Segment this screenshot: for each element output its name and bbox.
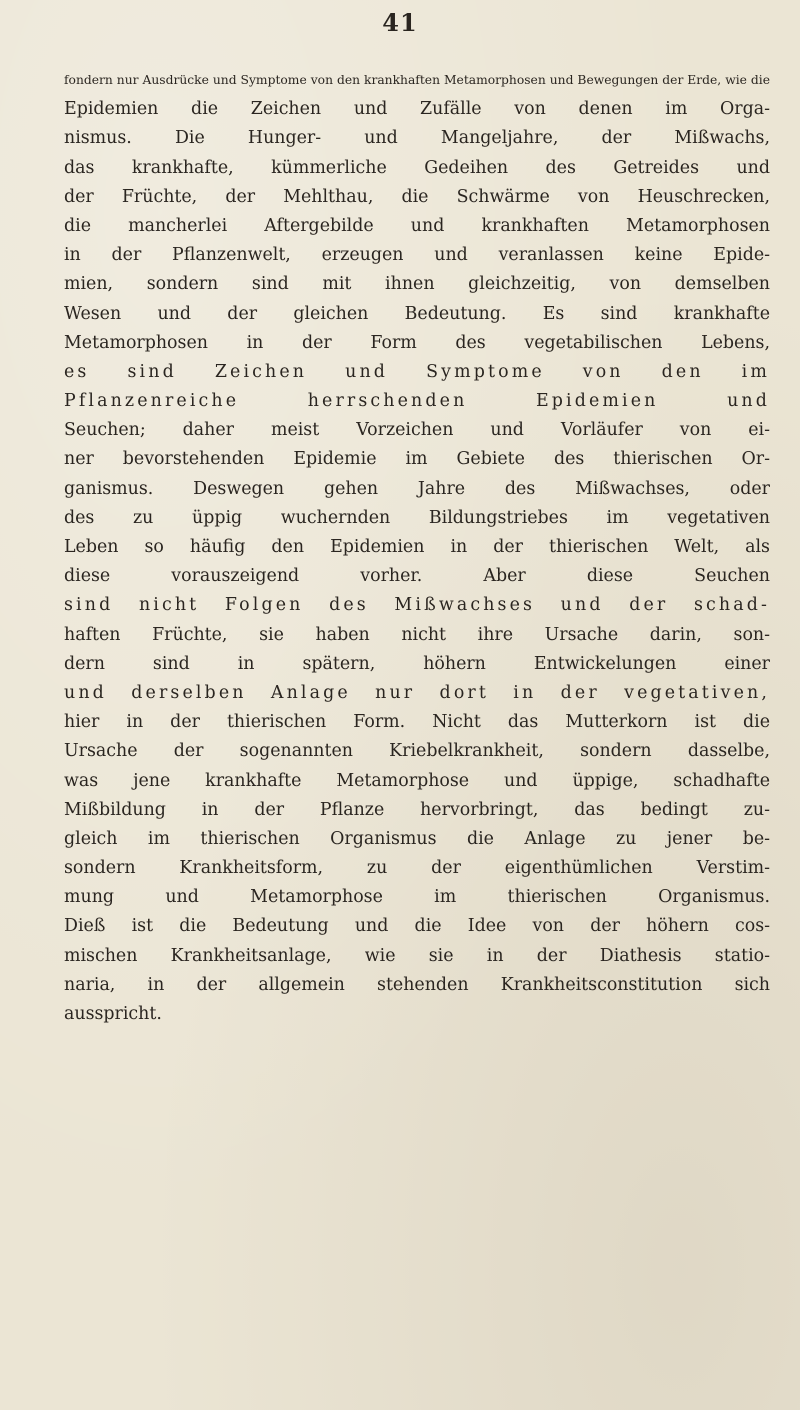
text-line-21: dern sind in spätern, höhern Entwickelungen einer <box>64 653 770 674</box>
text-line-22: und derselben Anlage nur dort in der vegetativen, <box>64 682 770 703</box>
text-line-1: fondern nur Ausdrücke und Symptome von den krankhaften Metamorphosen und Bewegungen der Erde, wie die <box>64 73 770 87</box>
text-line-12: Pflanzenreiche herrschenden Epidemien und <box>64 391 770 412</box>
text-line-17: Leben so häufig den Epidemien in der thierischen Welt, als <box>64 537 770 557</box>
text-line-27: gleich im thierischen Organismus die Anlage zu jener be- <box>64 828 770 849</box>
text-line-23: hier in der thierischen Form. Nicht das Mutterkorn ist die <box>64 712 770 733</box>
text-line-31: mischen Krankheitsanlage, wie sie in der Diathesis statio- <box>64 945 770 966</box>
text-line-18: diese vorauszeigend vorher. Aber diese Seuchen <box>64 566 770 587</box>
text-line-19: sind nicht Folgen des Mißwachses und der schad- <box>64 595 770 616</box>
text-line-25: was jene krankhafte Metamorphose und üppige, schadhafte <box>64 770 770 791</box>
text-line-20: haften Früchte, sie haben nicht ihre Ursache darin, son- <box>64 624 770 645</box>
text-line-3: nismus. Die Hunger- und Mangeljahre, der Mißwachs, <box>64 128 770 149</box>
text-line-6: die mancherlei Aftergebilde und krankhaften Metamorphosen <box>64 215 770 236</box>
text-line-2: Epidemien die Zeichen und Zufälle von denen im Orga- <box>64 99 770 120</box>
text-line-26: Mißbildung in der Pflanze hervorbringt, das bedingt zu- <box>64 799 770 820</box>
text-line-33: ausspricht. <box>64 1004 162 1024</box>
text-line-16: des zu üppig wuchernden Bildungstriebes im vegetativen <box>64 507 770 528</box>
text-line-14: ner bevorstehenden Epidemie im Gebiete des thierischen Or- <box>64 449 770 470</box>
text-line-7: in der Pflanzenwelt, erzeugen und veranlassen keine Epide- <box>64 245 770 266</box>
text-line-28: sondern Krankheitsform, zu der eigenthümlichen Verstim- <box>64 858 770 879</box>
text-line-11: es sind Zeichen und Symptome von den im <box>64 361 770 382</box>
text-line-4: das krankhafte, kümmerliche Gedeihen des Getreides und <box>64 157 770 178</box>
text-line-15: ganismus. Deswegen gehen Jahre des Mißwachses, oder <box>64 478 770 499</box>
text-line-13: Seuchen; daher meist Vorzeichen und Vorläufer von ei- <box>64 420 770 441</box>
body-text <box>64 66 770 1029</box>
text-line-32: naria, in der allgemein stehenden Krankheitsconstitution sich <box>64 974 770 995</box>
text-line-29: mung und Metamorphose im thierischen Organismus. <box>64 887 770 908</box>
text-line-8: mien, sondern sind mit ihnen gleichzeitig, von demselben <box>64 274 770 295</box>
text-line-30: Dieß ist die Bedeutung und die Idee von der höhern cos- <box>64 916 770 937</box>
page-number: 41 <box>382 8 418 37</box>
text-line-24: Ursache der sogenannten Kriebelkrankheit, sondern dasselbe, <box>64 741 770 762</box>
text-line-9: Wesen und der gleichen Bedeutung. Es sind krankhafte <box>64 303 770 324</box>
text-line-5: der Früchte, der Mehlthau, die Schwärme von Heuschrecken, <box>64 186 770 207</box>
text-line-10: Metamorphosen in der Form des vegetabilischen Lebens, <box>64 332 770 353</box>
